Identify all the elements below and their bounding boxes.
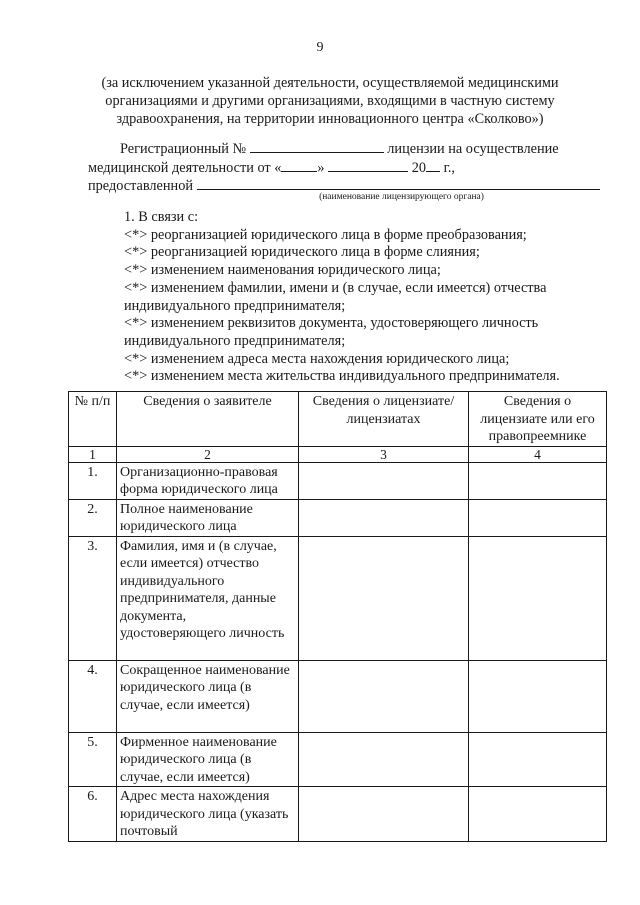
reason-item: <*> изменением места жительства индивидуального предпринимателя.: [124, 368, 560, 385]
successor-cell[interactable]: [469, 462, 607, 499]
licensee-cell[interactable]: [299, 660, 469, 732]
reason-item: <*> реорганизацией юридического лица в форме преобразования;: [124, 226, 527, 243]
table-header-row: [69, 392, 607, 447]
row-number: 3.: [69, 536, 117, 660]
month-field[interactable]: [328, 158, 408, 172]
header-licensees: Сведения о лицензиате/лицензиатах: [299, 392, 469, 447]
issued-by-label: предоставленной: [88, 178, 193, 194]
successor-cell[interactable]: [469, 787, 607, 842]
successor-cell[interactable]: [469, 732, 607, 787]
table-row: [69, 732, 607, 787]
licensee-cell[interactable]: [299, 536, 469, 660]
table-row: [69, 787, 607, 842]
licensing-authority-caption: (наименование лицензирующего органа): [319, 192, 484, 202]
successor-cell[interactable]: [469, 499, 607, 536]
column-number: 4: [469, 446, 607, 462]
intro-line: организациями и другими организациями, входящими в частную систему: [105, 93, 555, 109]
registration-label: Регистрационный №: [120, 141, 247, 157]
licensee-cell[interactable]: [299, 787, 469, 842]
registration-suffix: лицензии на осуществление: [387, 141, 559, 157]
row-number: 4.: [69, 660, 117, 732]
date-quote-close: »: [317, 160, 325, 176]
registration-number-field[interactable]: [250, 139, 384, 153]
row-label: Полное наименование юридического лица: [117, 499, 299, 536]
registration-line-2: [88, 158, 455, 177]
row-number: 6.: [69, 787, 117, 842]
header-number: № п/п: [69, 392, 117, 447]
day-field[interactable]: [281, 158, 317, 172]
row-number: 1.: [69, 462, 117, 499]
licensee-cell[interactable]: [299, 732, 469, 787]
row-label: Адрес места нахождения юридического лица (указать почтовый: [117, 787, 299, 842]
reason-item: <*> изменением фамилии, имени и (в случае, если имеется) отчества: [124, 279, 547, 296]
reason-item-continuation: индивидуального предпринимателя;: [124, 332, 346, 349]
table-row: [69, 499, 607, 536]
table-row: [69, 660, 607, 732]
reason-item-continuation: индивидуального предпринимателя;: [124, 297, 346, 314]
date-label: медицинской деятельности от «: [88, 160, 282, 176]
reason-item: <*> изменением адреса места нахождения юридического лица;: [124, 350, 510, 367]
column-number: 2: [117, 446, 299, 462]
page-number: 9: [316, 40, 324, 55]
reasons-heading: 1. В связи с:: [124, 209, 199, 225]
intro-paragraph: [80, 74, 580, 128]
licensee-info-table: [68, 391, 607, 842]
licensing-authority-field[interactable]: [197, 176, 600, 190]
row-label: Фирменное наименование юридического лица (в случае, если имеется): [117, 732, 299, 787]
row-label: Фамилия, имя и (в случае, если имеется) отчество индивидуального предпринимателя, данные документа, удостоверяющего личность: [117, 536, 299, 660]
licensee-cell[interactable]: [299, 499, 469, 536]
column-number-row: [69, 446, 607, 462]
header-successor: Сведения о лицензиате или его правопреемнике: [469, 392, 607, 447]
row-label: Сокращенное наименование юридического лица (в случае, если имеется): [117, 660, 299, 732]
year-field[interactable]: [426, 158, 440, 172]
reason-item: <*> изменением реквизитов документа, удостоверяющего личность: [124, 315, 539, 332]
intro-line: здравоохранения, на территории инновационного центра «Сколково»): [116, 111, 544, 127]
reason-item: <*> изменением наименования юридического лица;: [124, 262, 441, 279]
registration-line-1: [120, 139, 559, 158]
reasons-list: [124, 209, 604, 386]
header-applicant: Сведения о заявителе: [117, 392, 299, 447]
reason-item: <*> реорганизацией юридического лица в форме слияния;: [124, 244, 480, 261]
table-row: [69, 536, 607, 660]
row-number: 5.: [69, 732, 117, 787]
row-label: Организационно-правовая форма юридического лица: [117, 462, 299, 499]
successor-cell[interactable]: [469, 536, 607, 660]
row-number: 2.: [69, 499, 117, 536]
intro-line: (за исключением указанной деятельности, осуществляемой медицинскими: [101, 75, 559, 91]
year-prefix: 20: [411, 160, 426, 176]
column-number: 3: [299, 446, 469, 462]
column-number: 1: [69, 446, 117, 462]
successor-cell[interactable]: [469, 660, 607, 732]
licensee-cell[interactable]: [299, 462, 469, 499]
table-row: [69, 462, 607, 499]
year-suffix: г.,: [443, 160, 455, 176]
